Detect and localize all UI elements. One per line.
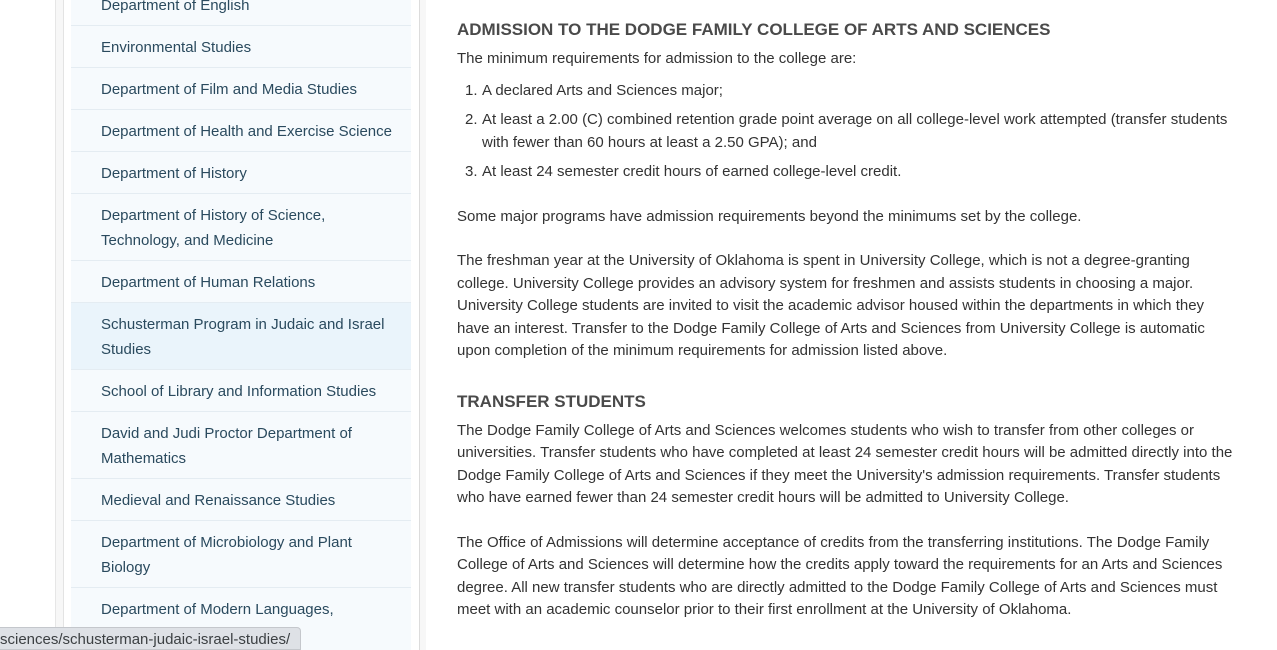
list-item xyxy=(457,109,1237,154)
sidebar-item-library-information-studies[interactable]: School of Library and Information Studies xyxy=(71,370,411,412)
sidebar-item-human-relations[interactable]: Department of Human Relations xyxy=(71,261,411,303)
sidebar-item-history[interactable]: Department of History xyxy=(71,152,411,194)
transfer-paragraph: The Dodge Family College of Arts and Sciences welcomes students who wish to transfer from other colleges or universities. Transfer students who have completed at least 24 semester credit hours will be admitted directly into the Dodge Family College of Arts and Sciences if they meet the University's admission requirements. Transfer students who have earned fewer than 24 semester credit hours will be admitted to University College. xyxy=(457,421,1233,506)
main-content xyxy=(457,18,1237,622)
freshman-year-paragraph: The freshman year at the University of Oklahoma is spent in University College, which is not a degree-granting college. University College provides an advisory system for freshmen and assists students in choosing a major. University College students are invited to visit the academic advisor housed within the departments in which they have an interest. Transfer to the Dodge Family College of Arts and Sciences from University College is automatic upon completion of the minimum requirements for admission listed above. xyxy=(457,252,1205,359)
sidebar-item-health-exercise-science[interactable]: Department of Health and Exercise Science xyxy=(71,110,411,152)
sidebar-nav xyxy=(71,0,411,650)
admissions-office-paragraph: The Office of Admissions will determine acceptance of credits from the transferring institutions. The Dodge Family College of Arts and Sciences will determine how the credits apply toward the requirements for an Arts and Sciences degree. All new transfer students who are directly admitted to the Dodge Family College of Arts and Sciences must meet with an academic counselor prior to their first enrollment at the University of Oklahoma. xyxy=(457,533,1223,618)
list-item-text: At least a 2.00 (C) combined retention grade point average on all college-level work attempted (transfer students with fewer than 60 hours at least a 2.50 GPA); and xyxy=(482,111,1228,151)
list-item-text: At least 24 semester credit hours of earned college-level credit. xyxy=(482,163,902,180)
sidebar-item-english[interactable]: Department of English xyxy=(71,0,411,26)
list-item xyxy=(457,80,1237,103)
requirements-list xyxy=(457,80,1237,184)
list-item-number: 1. xyxy=(465,81,478,99)
sidebar-item-microbiology-plant-biology[interactable]: Department of Microbiology and Plant Biology xyxy=(71,521,411,588)
list-item-number: 3. xyxy=(465,163,478,180)
sidebar-item-mathematics[interactable]: David and Judi Proctor Department of Mathematics xyxy=(71,412,411,479)
admission-heading: ADMISSION TO THE DODGE FAMILY COLLEGE OF ARTS AND SCIENCES xyxy=(457,20,1051,39)
sidebar-item-judaic-israel-studies[interactable]: Schusterman Program in Judaic and Israel Studies xyxy=(71,303,411,370)
sidebar-item-film-media-studies[interactable]: Department of Film and Media Studies xyxy=(71,68,411,110)
sidebar-item-medieval-renaissance[interactable]: Medieval and Renaissance Studies xyxy=(71,479,411,521)
transfer-heading: TRANSFER STUDENTS xyxy=(457,391,646,411)
sidebar-item-history-of-science[interactable]: Department of History of Science, Technology, and Medicine xyxy=(71,194,411,261)
link-status-bar xyxy=(0,627,301,650)
sidebar-item-environmental-studies[interactable]: Environmental Studies xyxy=(71,26,411,68)
sidebar-item-modern-languages[interactable]: Department of Modern Languages, xyxy=(71,588,411,650)
major-programs-paragraph: Some major programs have admission requirements beyond the minimums set by the college. xyxy=(457,207,1082,225)
list-item xyxy=(457,161,1237,184)
admission-intro: The minimum requirements for admission to the college are: xyxy=(457,50,857,67)
list-item-text: A declared Arts and Sciences major; xyxy=(482,81,723,99)
status-bar-url: sciences/schusterman-judaic-israel-studies/ xyxy=(0,631,291,648)
list-item-number: 2. xyxy=(465,111,478,128)
